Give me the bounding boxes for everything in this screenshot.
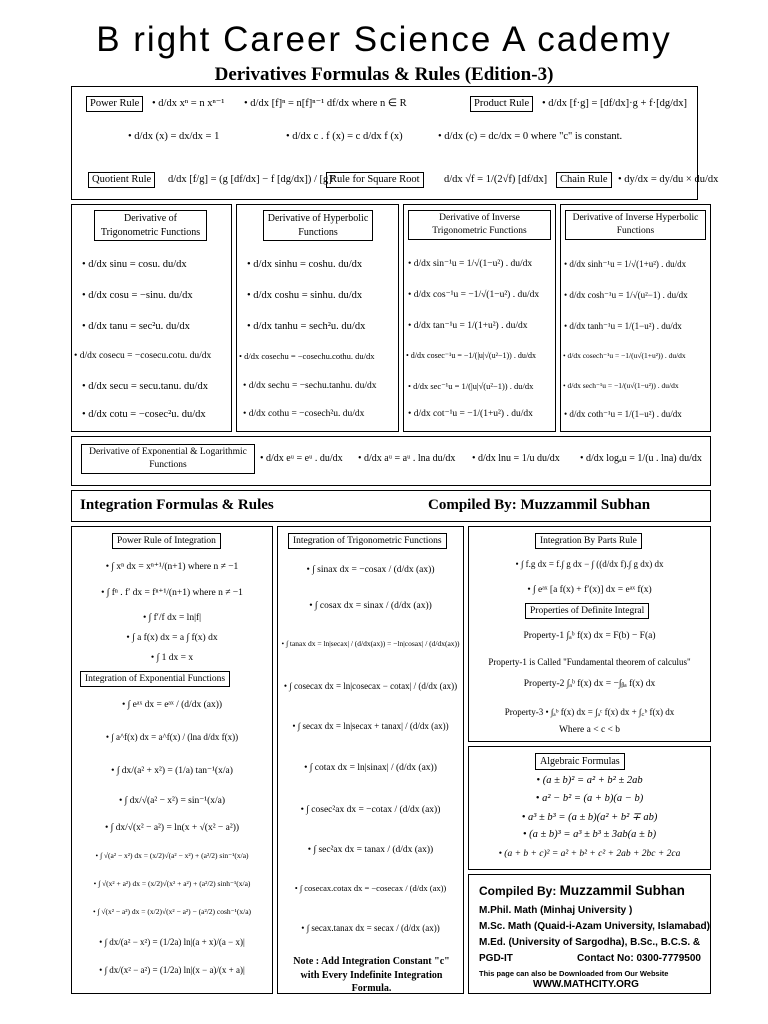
product-rule-formula: • d/dx [f·g] = [df/dx]·g + f·[dg/dx]: [542, 98, 687, 109]
section-heading: Derivative of Trigonometric Functions: [94, 210, 207, 241]
section-heading: Algebraic Formulas: [535, 753, 625, 770]
credits-title: [479, 883, 685, 898]
constant-multiple-rule: • d/dx c . f (x) = c d/dx f (x): [286, 131, 403, 142]
section-heading: Derivative of Exponential & Logarithmic Functions: [81, 444, 255, 474]
website-link[interactable]: WWW.MATHCITY.ORG: [533, 979, 639, 990]
formula-item: • d/dx sinhu = coshu. du/dx: [247, 259, 363, 270]
formula-item: • ∫ sinax dx = −cosax / (d/dx (ax)): [306, 565, 435, 575]
formula-item: • ∫ f′/f dx = ln|f|: [142, 613, 202, 623]
trig-derivatives-box: [71, 204, 232, 432]
formula-item: • d/dx cosec⁻¹u = −1/(|u|√(u²−1)) . du/dx: [406, 351, 537, 360]
formula-item: • (a ± b)² = a² + b² ± 2ab: [536, 775, 643, 786]
power-exp-integration-box: [71, 526, 273, 994]
formula-item: • d/dx sinh⁻¹u = 1/√(1+u²) . du/dx: [564, 259, 687, 269]
credit-line: M.Ed. (University of Sargodha), B.Sc., B.C.S. &: [479, 937, 701, 948]
definite-property-2: Property-2 ∫ₐᵇ f(x) dx = −∫ᵦₐ f(x) dx: [523, 679, 656, 689]
formula-item: • ∫ dx/√(a² − x²) = sin⁻¹(x/a): [118, 796, 226, 806]
exp-by-parts-formula: • ∫ eᵃˣ [a f(x) + f′(x)] dx = eᵃˣ f(x): [527, 585, 652, 595]
formula-item: • ∫ sec²ax dx = tanax / (d/dx (ax)): [307, 845, 434, 855]
formula-item: • d/dx tanu = sec²u. du/dx: [82, 321, 190, 332]
formula-item: • d/dx sechu = −sechu.tanhu. du/dx: [243, 381, 377, 391]
download-note: This page can also be Downloaded from Our Website: [479, 969, 669, 978]
section-heading: Integration By Parts Rule: [535, 533, 642, 549]
formula-item: • ∫ a^f(x) dx = a^f(x) / (lna d/dx f(x)): [105, 732, 239, 742]
integration-constant-note: Note : Add Integration Constant "c" with Every Indefinite Integration Formula.: [293, 956, 450, 994]
section-heading: Properties of Definite Integral: [525, 603, 649, 619]
formula-item: • ∫ dx/(x² − a²) = (1/2a) ln|(x − a)/(x + a)|: [99, 965, 245, 975]
square-root-rule-formula: d/dx √f = 1/(2√f) [df/dx]: [444, 174, 548, 185]
compiled-by-header: Compiled By: Muzzammil Subhan: [428, 497, 651, 513]
formula-item: • d/dx cos⁻¹u = −1/√(1−u²) . du/dx: [408, 290, 540, 300]
product-rule-label: Product Rule: [470, 96, 533, 112]
sheet-subtitle: Derivatives Formulas & Rules (Edition-3): [214, 64, 554, 85]
power-rule-label: Power Rule: [86, 96, 143, 112]
formula-item: • (a + b + c)² = a² + b² + c² + 2ab + 2bc + 2ca: [498, 849, 681, 859]
formula-item: • ∫ secax dx = ln|secax + tanax| / (d/dx (ax)): [292, 721, 449, 731]
ln-derivative: • d/dx lnu = 1/u du/dx: [472, 453, 560, 464]
algebraic-formulas-box: [468, 746, 711, 870]
formula-item: • d/dx sin⁻¹u = 1/√(1−u²) . du/dx: [408, 259, 533, 269]
formula-item: • ∫ √(a² − x²) dx = (x/2)√(a² − x²) + (a²/2) sin⁻¹(x/a): [95, 851, 249, 860]
formula-item: • d/dx secu = secu.tanu. du/dx: [82, 381, 208, 392]
constant-rule: • d/dx (c) = dc/dx = 0 where "c" is constant.: [438, 131, 623, 142]
formula-item: • ∫ √(x² + a²) dx = (x/2)√(x² + a²) + (a²/2) sinh⁻¹(x/a): [93, 879, 251, 888]
section-heading: Power Rule of Integration: [112, 533, 221, 549]
power-rule-formula-2: • d/dx [f]ⁿ = n[f]ⁿ⁻¹ df/dx where n ∈ R: [244, 98, 407, 109]
formula-item: • ∫ a f(x) dx = a ∫ f(x) dx: [126, 633, 218, 643]
quotient-rule-label: Quotient Rule: [88, 172, 155, 188]
inverse-trig-derivatives-box: [403, 204, 556, 432]
trig-integration-box: [277, 526, 464, 994]
formula-item: • d/dx cosecu = −cosecu.cotu. du/dx: [74, 351, 212, 361]
definite-property-1: Property-1 ∫ₐᵇ f(x) dx = F(b) − F(a): [523, 631, 656, 641]
formula-item: • d/dx sech⁻¹u = −1/(u√(1−u²)) . du/dx: [563, 381, 679, 390]
formula-item: • (a ± b)³ = a³ ± b³ ± 3ab(a ± b): [522, 829, 657, 840]
credits-compiled-label: Compiled By:: [479, 884, 560, 898]
formula-item: • d/dx sinu = cosu. du/dx: [82, 259, 187, 270]
power-rule-formula-1: • d/dx xⁿ = n xⁿ⁻¹: [152, 98, 225, 109]
integration-title: Integration Formulas & Rules: [80, 497, 274, 513]
formula-item: • ∫ eᵃˣ dx = eᵃˣ / (d/dx (ax)): [121, 700, 223, 710]
section-heading: Derivative of Inverse Trigonometric Functions: [408, 210, 551, 240]
formula-item: • ∫ xⁿ dx = xⁿ⁺¹/(n+1) where n ≠ −1: [105, 562, 239, 572]
contact-number: Contact No: 0300-7779500: [577, 953, 701, 964]
formula-item: • ∫ dx/√(x² − a²) = ln(x + √(x² − a²)): [104, 823, 240, 833]
formula-item: • ∫ dx/(a² − x²) = (1/2a) ln|(a + x)/(a − x)|: [99, 937, 245, 947]
formula-item: • d/dx cosechu = −cosechu.cothu. du/dx: [239, 351, 375, 361]
section-heading: Derivative of Hyperbolic Functions: [263, 210, 373, 241]
formula-item: • d/dx tanh⁻¹u = 1/(1−u²) . du/dx: [564, 321, 682, 331]
formula-item: • d/dx tanhu = sech²u. du/dx: [247, 321, 366, 332]
formula-item: • d/dx coshu = sinhu. du/dx: [247, 290, 363, 301]
formula-item: • d/dx cotu = −cosec²u. du/dx: [82, 409, 206, 420]
exp-derivative: • d/dx eᵘ = eᵘ . du/dx: [260, 453, 343, 464]
quotient-rule-formula: d/dx [f/g] = (g [df/dx] − f [dg/dx]) / [g]²: [168, 174, 335, 185]
formula-item: • a² − b² = (a + b)(a − b): [535, 793, 644, 804]
derivative-of-x: • d/dx (x) = dx/dx = 1: [128, 131, 220, 142]
academy-title: B right Career Science A cademy: [96, 20, 672, 59]
chain-rule-label: Chain Rule: [556, 172, 612, 188]
formula-item: • a³ ± b³ = (a ± b)(a² + b² ∓ ab): [521, 812, 658, 823]
credit-line: PGD-IT: [479, 953, 513, 964]
derivative-rules-box: [71, 86, 719, 200]
formula-item: • d/dx cosh⁻¹u = 1/√(u²−1) . du/dx: [564, 290, 688, 300]
credits-author-name: Muzzammil Subhan: [559, 883, 685, 898]
by-parts-formula: • ∫ f.g dx = f.∫ g dx − ∫ ((d/dx f).∫ g dx) dx: [515, 559, 664, 569]
section-heading: Derivative of Inverse Hyperbolic Functions: [565, 210, 706, 240]
hyperbolic-derivatives-box: [236, 204, 399, 432]
exp-log-derivatives-box: [71, 436, 711, 486]
formula-item: • d/dx cothu = −cosech²u. du/dx: [243, 409, 365, 419]
formula-item: • ∫ cosecax dx = ln|cosecax − cotax| / (d/dx (ax)): [283, 681, 458, 691]
formula-item: • d/dx sec⁻¹u = 1/(|u|√(u²−1)) . du/dx: [408, 381, 534, 391]
inverse-hyperbolic-derivatives-box: [560, 204, 711, 432]
credit-line: M.Phil. Math (Minhaj University ): [479, 905, 633, 916]
formula-item: • ∫ 1 dx = x: [150, 653, 194, 663]
chain-rule-formula: • dy/dx = dy/du × du/dx: [618, 174, 719, 185]
formula-item: • ∫ dx/(a² + x²) = (1/a) tan⁻¹(x/a): [111, 766, 233, 776]
formula-item: • d/dx cot⁻¹u = −1/(1+u²) . du/dx: [408, 409, 533, 419]
square-root-rule-label: Rule for Square Root: [326, 172, 424, 188]
by-parts-definite-box: [468, 526, 711, 742]
formula-item: • ∫ fⁿ . f′ dx = fⁿ⁺¹/(n+1) where n ≠ −1: [101, 588, 243, 598]
section-heading: Integration of Trigonometric Functions: [288, 533, 447, 549]
formula-item: • d/dx cosech⁻¹u = −1/(u√(1+u²)) . du/dx: [563, 351, 686, 360]
formula-item: • ∫ cosax dx = sinax / (d/dx (ax)): [309, 601, 432, 611]
formula-item: • d/dx tan⁻¹u = 1/(1+u²) . du/dx: [408, 321, 528, 331]
formula-item: • ∫ secax.tanax dx = secax / (d/dx (ax)): [301, 923, 440, 933]
formula-item: • ∫ cotax dx = ln|sinax| / (d/dx (ax)): [304, 763, 437, 773]
formula-item: • ∫ tanax dx = ln|secax| / (d/dx(ax)) = −ln|cosax| / (d/dx(ax)): [281, 639, 460, 648]
credit-line: M.Sc. Math (Quaid-i-Azam University, Islamabad): [479, 921, 710, 932]
fundamental-theorem-note: Property-1 is Called "Fundamental theorem of calculus": [488, 657, 691, 667]
formula-item: • ∫ √(x² − a²) dx = (x/2)√(x² − a²) − (a²/2) cosh⁻¹(x/a): [92, 907, 252, 916]
formula-item: • d/dx coth⁻¹u = 1/(1−u²) . du/dx: [564, 409, 682, 419]
definite-property-3: Property-3 • ∫ₐᵇ f(x) dx = ∫ₐᶜ f(x) dx + ∫꜀ᵇ f(x) dx: [504, 707, 675, 717]
formula-item: • ∫ cosec²ax dx = −cotax / (d/dx (ax)): [300, 805, 441, 815]
formula-item: • ∫ cosecax.cotax dx = −cosecax / (d/dx (ax)): [294, 883, 447, 893]
log-derivative: • d/dx logₐu = 1/(u . lna) du/dx: [580, 453, 702, 464]
general-exp-derivative: • d/dx aᵘ = aᵘ . lna du/dx: [358, 453, 456, 464]
section-heading: Integration of Exponential Functions: [80, 671, 230, 687]
integration-title-bar: [71, 490, 711, 522]
credits-box: [468, 874, 711, 994]
formula-item: • d/dx cosu = −sinu. du/dx: [82, 290, 193, 301]
definite-property-3-condition: Where a < c < b: [558, 725, 621, 735]
